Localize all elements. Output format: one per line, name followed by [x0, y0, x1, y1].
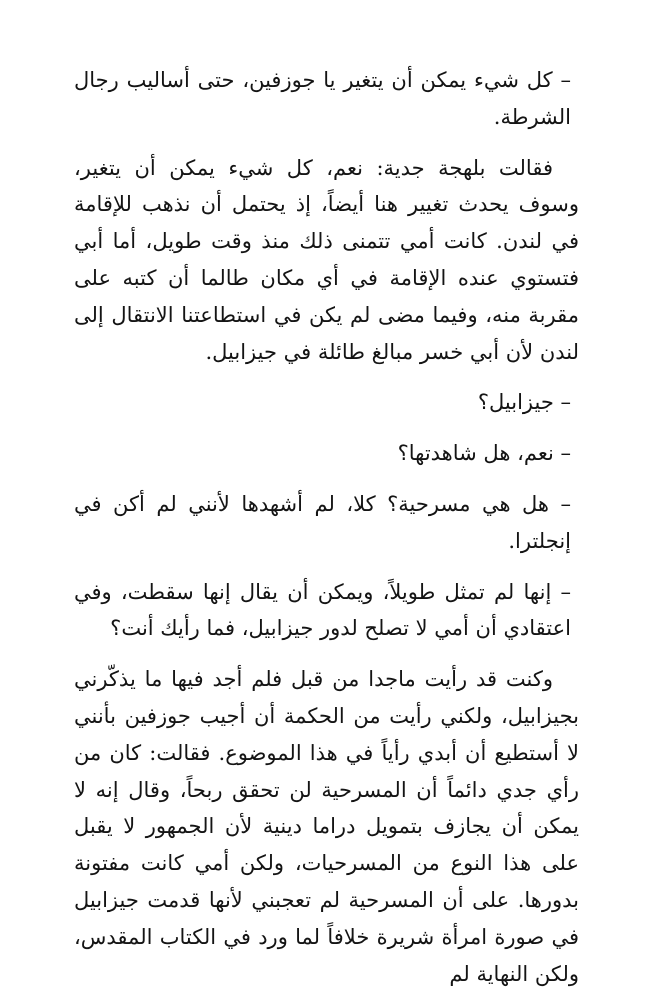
dialogue-paragraph-1: – كل شيء يمكن أن يتغير يا جوزفين، حتى أساليب رجال الشرطة. [74, 68, 571, 129]
dialogue-paragraph-3: – جيزابيل؟ [477, 390, 571, 415]
dialogue-paragraph-6: – إنها لم تمثل طويلاً، ويمكن أن يقال إنها سقطت، وفي اعتقادي أن أمي لا تصلح لدور جيزابيل، فما رأيك أنت؟ [74, 579, 571, 641]
narrative-paragraph-7: وكنت قد رأيت ماجدا من قبل فلم أجد فيها ما يذكّرني بجيزابيل، ولكني رأيت من الحكمة أن أجيب جوزفين بأنني لا أستطيع أن أبدي رأياً في هذا الموضوع. فقالت: كان من رأي جدي دائماً أن المسرحية لن تحقق ربحاً، وقال إنه لا يمكن أن يجازف بتمويل دراما دينية لأن الجمهور لا يقبل على هذا النوع من المسرحيات، ولكن أمي كانت مفتونة بدورها. على أن المسرحية لم تعجبني لأنها قدمت جيزابيل في صورة امرأة شريرة خلافاً لما ورد في الكتاب المقدس، ولكن النهاية لم [74, 667, 579, 986]
dialogue-paragraph-5: – هل هي مسرحية؟ كلا، لم أشهدها لأنني لم أكن في إنجلترا. [74, 491, 571, 553]
dialogue-paragraph-4: – نعم، هل شاهدتها؟ [397, 441, 571, 466]
narrative-paragraph-2: فقالت بلهجة جدية: نعم، كل شيء يمكن أن يتغير، وسوف يحدث تغيير هنا أيضاً، إذ يحتمل أن نذهب للإقامة في لندن. كانت أمي تتمنى ذلك منذ وقت طويل، أما أبي فتستوي عنده الإقامة في أي مكان طالما أن كتبه على مقربة منه، وفيما مضى لم يكن في استطاعتنا الانتقال إلى لندن لأن أبي خسر مبالغ طائلة في جيزابيل. [74, 155, 579, 364]
